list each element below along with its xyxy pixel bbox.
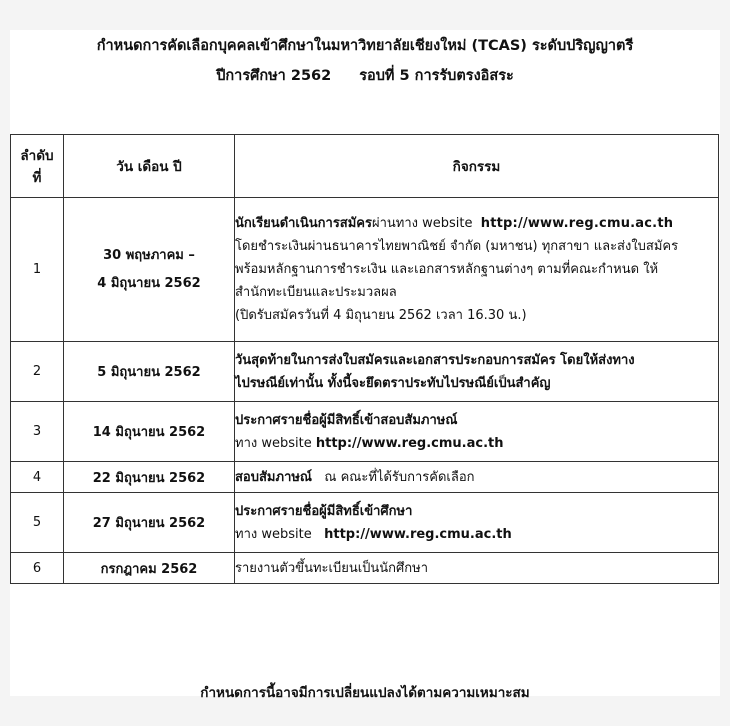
schedule-table (10, 134, 719, 584)
document-title: กำหนดการคัดเลือกบุคคลเข้าศึกษาในมหาวิทยาลัยเชียงใหม่ (TCAS) ระดับปริญญาตรี (96, 38, 634, 54)
row-activity: ประกาศรายชื่อผู้มีสิทธิ์เข้าสอบสัมภาษณ์ ทาง website http://www.reg.cmu.ac.th (235, 402, 719, 462)
row-number: 3 (11, 402, 64, 462)
activity-title: ประกาศรายชื่อผู้มีสิทธิ์เข้าศึกษา (235, 503, 413, 519)
table-row (11, 198, 719, 342)
table-header-row (11, 135, 719, 198)
academic-year: ปีการศึกษา 2562 (216, 68, 332, 84)
header-order: ลำดับที่ (11, 135, 64, 198)
row-activity: นักเรียนดำเนินการสมัครผ่านทาง website http://www.reg.cmu.ac.th โดยชำระเงินผ่านธนาคารไทยพาณิชย์ จำกัด (มหาชน) ทุกสาขา และส่งใบสมัคร พร้อมหลักฐานการชำระเงิน และเอกสารหลักฐานต่างๆ ตามที่คณะกำหนด ให้ สำนักทะเบียนและประมวลผล (ปิดรับสมัครวันที่ 4 มิถุนายน 2562 เวลา 16.30 น.) (235, 198, 719, 342)
row-activity: รายงานตัวขึ้นทะเบียนเป็นนักศึกษา (235, 553, 719, 584)
row-number: 4 (11, 462, 64, 493)
document-page (10, 30, 720, 701)
row-date: กรกฎาคม 2562 (64, 553, 235, 584)
row-number: 6 (11, 553, 64, 584)
header-date: วัน เดือน ปี (64, 135, 235, 198)
activity-title: นักเรียนดำเนินการสมัคร (235, 216, 372, 231)
table-row (11, 553, 719, 584)
row-activity: วันสุดท้ายในการส่งใบสมัครและเอกสารประกอบการสมัคร โดยให้ส่งทาง ไปรษณีย์เท่านั้น ทั้งนี้จะยึดตราประทับไปรษณีย์เป็นสำคัญ (235, 342, 719, 402)
admission-round: รอบที่ 5 การรับตรงอิสระ (359, 68, 514, 84)
row-number: 2 (11, 342, 64, 402)
row-number: 1 (11, 198, 64, 342)
document-subtitle (10, 64, 720, 87)
row-date: 5 มิถุนายน 2562 (64, 342, 235, 402)
row-activity: ประกาศรายชื่อผู้มีสิทธิ์เข้าศึกษา ทาง website http://www.reg.cmu.ac.th (235, 493, 719, 553)
table-row (11, 462, 719, 493)
reg-website-link[interactable]: http://www.reg.cmu.ac.th (315, 435, 504, 451)
row-date: 22 มิถุนายน 2562 (64, 462, 235, 493)
reg-website-link[interactable]: http://www.reg.cmu.ac.th (324, 526, 512, 542)
table-row (11, 493, 719, 553)
table-row (11, 402, 719, 462)
header-activity: กิจกรรม (235, 135, 719, 198)
activity-title: สอบสัมภาษณ์ (235, 469, 312, 485)
reg-website-link[interactable]: http://www.reg.cmu.ac.th (480, 216, 674, 231)
row-number: 5 (11, 493, 64, 553)
footer-note: กำหนดการนี้อาจมีการเปลี่ยนแปลงได้ตามความเหมาะสม (200, 685, 530, 701)
row-date: 14 มิถุนายน 2562 (64, 402, 235, 462)
activity-title: ประกาศรายชื่อผู้มีสิทธิ์เข้าสอบสัมภาษณ์ (235, 412, 458, 428)
table-row (11, 342, 719, 402)
row-date: 27 มิถุนายน 2562 (64, 493, 235, 553)
row-date: 30 พฤษภาคม – 4 มิถุนายน 2562 (64, 198, 235, 342)
row-activity: สอบสัมภาษณ์ ณ คณะที่ได้รับการคัดเลือก (235, 462, 719, 493)
